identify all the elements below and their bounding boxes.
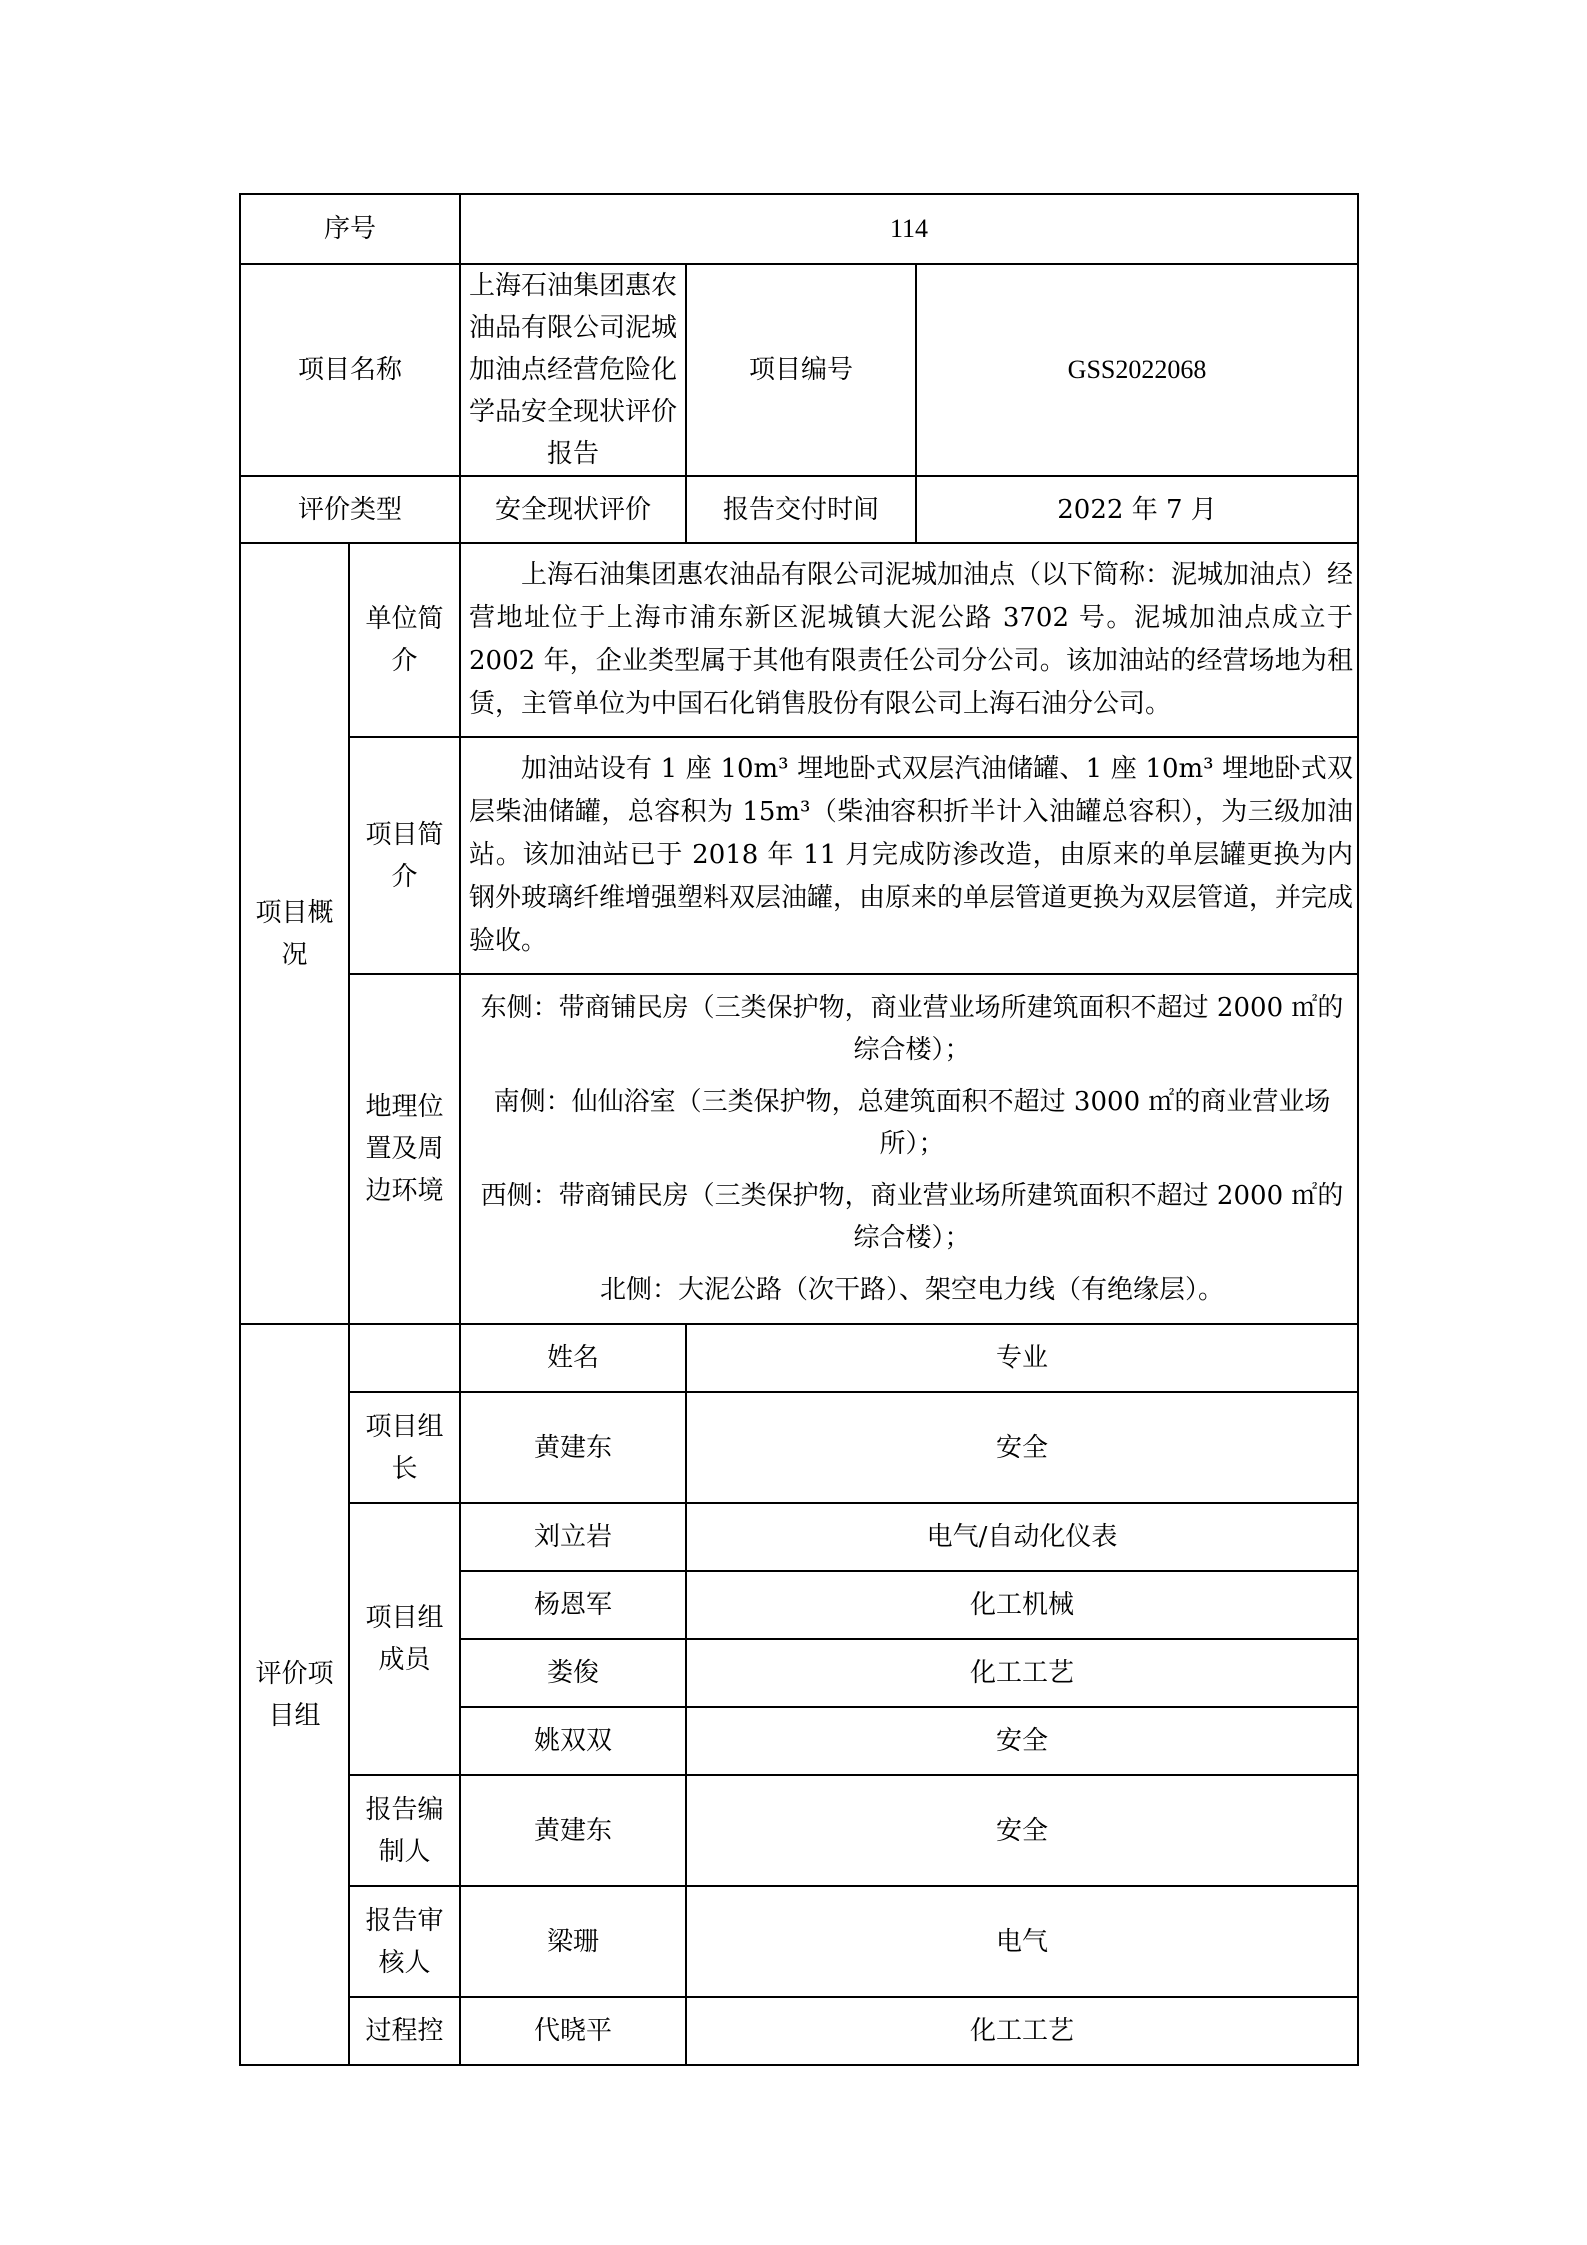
row-location: [240, 974, 1358, 1324]
col-major-header: 专业: [686, 1324, 1358, 1392]
row-eval-type: [240, 476, 1358, 543]
member-major: 化工机械: [686, 1571, 1358, 1639]
author-major: 安全: [686, 1775, 1358, 1886]
row-member: [240, 1503, 1358, 1571]
member-name: 姚双双: [460, 1707, 686, 1775]
project-name-label: 项目名称: [240, 264, 460, 476]
author-label: 报告编制人: [349, 1775, 460, 1886]
control-name: 代晓平: [460, 1997, 686, 2065]
eval-type-value: 安全现状评价: [460, 476, 686, 543]
evaluation-info-table: [239, 193, 1359, 2066]
location-label: 地理位置及周边环境: [349, 974, 460, 1324]
reviewer-label: 报告审核人: [349, 1886, 460, 1997]
row-project-name: [240, 264, 1358, 476]
leader-major: 安全: [686, 1392, 1358, 1503]
env-west: 西侧：带商铺民房（三类保护物，商业营业场所建筑面积不超过 2000 ㎡的综合楼）；: [480, 1181, 1344, 1253]
row-unit-intro: [240, 543, 1358, 737]
reviewer-major: 电气: [686, 1886, 1358, 1997]
row-reviewer: [240, 1886, 1358, 1997]
members-label: 项目组成员: [349, 1503, 460, 1775]
row-seq: [240, 194, 1358, 264]
project-intro-cell: [460, 737, 1358, 974]
project-intro-label: 项目简介: [349, 737, 460, 974]
overview-label: 项目概况: [240, 543, 349, 1324]
member-name: 娄俊: [460, 1639, 686, 1707]
project-name-value: 上海石油集团惠农油品有限公司泥城加油点经营危险化学品安全现状评价报告: [460, 264, 686, 476]
control-major: 化工工艺: [686, 1997, 1358, 2065]
member-name: 杨恩军: [460, 1571, 686, 1639]
location-cell: [460, 974, 1358, 1324]
col-name-header: 姓名: [460, 1324, 686, 1392]
eval-type-label: 评价类型: [240, 476, 460, 543]
row-process-control: [240, 1997, 1358, 2065]
row-project-intro: [240, 737, 1358, 974]
member-major: 安全: [686, 1707, 1358, 1775]
env-south: 南侧：仙仙浴室（三类保护物，总建筑面积不超过 3000 ㎡的商业营业场所）；: [493, 1087, 1331, 1159]
reviewer-name: 梁珊: [460, 1886, 686, 1997]
row-leader: [240, 1392, 1358, 1503]
env-north: 北侧：大泥公路（次干路）、架空电力线（有绝缘层）。: [600, 1275, 1225, 1305]
project-code-label: 项目编号: [686, 264, 916, 476]
unit-intro-text: 上海石油集团惠农油品有限公司泥城加油点（以下简称：泥城加油点）经营地址位于上海市浦东新区泥城镇大泥公路 3702 号。泥城加油点成立于 2002 年，企业类型属于其他有限责任公司分公司。该加油站的经营场地为租赁，主管单位为中国石化销售股份有限公司上海石油分公司。: [469, 560, 1354, 719]
env-east: 东侧：带商铺民房（三类保护物，商业营业场所建筑面积不超过 2000 ㎡的综合楼）；: [480, 993, 1344, 1065]
unit-intro-cell: [460, 543, 1358, 737]
team-header-empty: [349, 1324, 460, 1392]
team-label: 评价项目组: [240, 1324, 349, 2065]
row-author: [240, 1775, 1358, 1886]
seq-value: 114: [460, 194, 1358, 264]
leader-label: 项目组长: [349, 1392, 460, 1503]
leader-name: 黄建东: [460, 1392, 686, 1503]
project-code-value: GSS2022068: [916, 264, 1358, 476]
member-major: 化工工艺: [686, 1639, 1358, 1707]
member-name: 刘立岩: [460, 1503, 686, 1571]
author-name: 黄建东: [460, 1775, 686, 1886]
seq-label: 序号: [240, 194, 460, 264]
project-intro-text: 加油站设有 1 座 10m³ 埋地卧式双层汽油储罐、1 座 10m³ 埋地卧式双层柴油储罐，总容积为 15m³（柴油容积折半计入油罐总容积），为三级加油站。该加油站已于 2018 年 11 月完成防渗改造，由原来的单层罐更换为内钢外玻璃纤维增强塑料双层油罐，由原来的单层管道更换为双层管道，并完成验收。: [469, 754, 1354, 956]
member-major: 电气/自动化仪表: [686, 1503, 1358, 1571]
unit-intro-label: 单位简介: [349, 543, 460, 737]
control-label: 过程控: [349, 1997, 460, 2065]
delivery-time-label: 报告交付时间: [686, 476, 916, 543]
row-team-header: [240, 1324, 1358, 1392]
delivery-time-value: 2022 年 7 月: [916, 476, 1358, 543]
